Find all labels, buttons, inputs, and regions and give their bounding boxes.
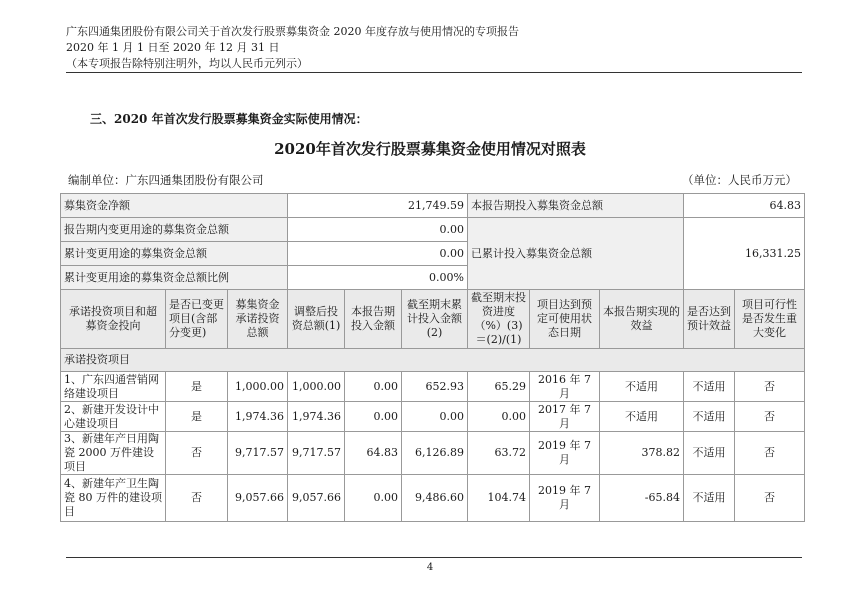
col-header-feasibility: 项目可行性是否发生重大变化 [735, 290, 805, 349]
ready-date: 2017 年 7 月 [530, 402, 600, 432]
progress-percent: 0.00 [468, 402, 530, 432]
progress-percent: 104.74 [468, 475, 530, 522]
cumulative-amount: 9,486.60 [402, 475, 468, 522]
table-row [61, 402, 805, 432]
col-header-date: 项目达到预定可使用状态日期 [530, 290, 600, 349]
header-divider [66, 72, 802, 73]
group-label-row [61, 349, 805, 372]
cum-changed-value: 0.00 [288, 242, 468, 266]
col-header-committed: 募集资金承诺投资总额 [228, 290, 288, 349]
benefit-met: 不适用 [684, 475, 735, 522]
col-header-period: 本报告期投入金额 [345, 290, 402, 349]
period-input-value: 64.83 [684, 194, 805, 218]
adjusted-amount: 1,000.00 [288, 372, 345, 402]
table-row [61, 475, 805, 522]
benefit-met: 不适用 [684, 402, 735, 432]
ready-date: 2019 年 7 月 [530, 432, 600, 475]
committed-amount: 1,974.36 [228, 402, 288, 432]
cum-changed-label: 累计变更用途的募集资金总额 [61, 242, 288, 266]
col-header-changed: 是否已变更项目(含部分变更) [166, 290, 228, 349]
footer-divider [66, 557, 802, 558]
ready-date: 2016 年 7 月 [530, 372, 600, 402]
changed-in-period-value: 0.00 [288, 218, 468, 242]
progress-percent: 65.29 [468, 372, 530, 402]
changed-flag: 是 [166, 372, 228, 402]
feasibility-change: 否 [735, 402, 805, 432]
benefit-met: 不适用 [684, 372, 735, 402]
fund-usage-table [60, 193, 805, 522]
period-input-label: 本报告期投入募集资金总额 [468, 194, 684, 218]
period-benefit: -65.84 [600, 475, 684, 522]
committed-amount: 1,000.00 [228, 372, 288, 402]
net-amount-label: 募集资金净额 [61, 194, 288, 218]
changed-flag: 否 [166, 432, 228, 475]
ready-date: 2019 年 7 月 [530, 475, 600, 522]
report-header-title: 广东四通集团股份有限公司关于首次发行股票募集资金 2020 年度存放与使用情况的专项报告 [66, 25, 519, 38]
cum-changed-ratio-label: 累计变更用途的募集资金总额比例 [61, 266, 288, 290]
project-name: 2、新建开发设计中心建设项目 [61, 402, 166, 432]
col-header-progress: 截至期末投资进度（%）(3)＝(2)/(1) [468, 290, 530, 349]
adjusted-amount: 9,717.57 [288, 432, 345, 475]
report-period: 2020 年 1 月 1 日至 2020 年 12 月 31 日 [66, 41, 280, 54]
compiler-label: 编制单位：广东四通集团股份有限公司 [68, 173, 264, 187]
changed-in-period-label: 报告期内变更用途的募集资金总额 [61, 218, 288, 242]
group-label: 承诺投资项目 [61, 349, 805, 372]
table-row [61, 432, 805, 475]
changed-flag: 否 [166, 475, 228, 522]
feasibility-change: 否 [735, 372, 805, 402]
table-title: 2020年首次发行股票募集资金使用情况对照表 [274, 140, 586, 158]
section-heading: 三、2020 年首次发行股票募集资金实际使用情况： [90, 112, 368, 126]
feasibility-change: 否 [735, 475, 805, 522]
adjusted-amount: 1,974.36 [288, 402, 345, 432]
unit-label: （单位：人民币万元） [682, 173, 797, 187]
period-amount: 0.00 [345, 402, 402, 432]
cum-changed-ratio-value: 0.00% [288, 266, 468, 290]
col-header-adjusted: 调整后投资总额(1) [288, 290, 345, 349]
column-header-row [61, 290, 805, 349]
table-row [61, 372, 805, 402]
cum-input-label: 已累计投入募集资金总额 [468, 218, 684, 290]
project-name: 3、新建年产日用陶瓷 2000 万件建设项目 [61, 432, 166, 475]
cum-input-value: 16,331.25 [684, 218, 805, 290]
changed-flag: 是 [166, 402, 228, 432]
committed-amount: 9,057.66 [228, 475, 288, 522]
summary-row-changed-period [61, 218, 805, 242]
col-header-met: 是否达到预计效益 [684, 290, 735, 349]
progress-percent: 63.72 [468, 432, 530, 475]
project-name: 4、新建年产卫生陶瓷 80 万件的建设项目 [61, 475, 166, 522]
period-benefit: 不适用 [600, 372, 684, 402]
project-name: 1、广东四通营销网络建设项目 [61, 372, 166, 402]
page-number: 4 [426, 562, 434, 573]
cumulative-amount: 0.00 [402, 402, 468, 432]
period-amount: 0.00 [345, 475, 402, 522]
cumulative-amount: 652.93 [402, 372, 468, 402]
committed-amount: 9,717.57 [228, 432, 288, 475]
net-amount-value: 21,749.59 [288, 194, 468, 218]
col-header-project: 承诺投资项目和超募资金投向 [61, 290, 166, 349]
adjusted-amount: 9,057.66 [288, 475, 345, 522]
period-amount: 0.00 [345, 372, 402, 402]
col-header-cumulative: 截至期末累计投入金额(2) [402, 290, 468, 349]
period-benefit: 不适用 [600, 402, 684, 432]
currency-note: （本专项报告除特别注明外，均以人民币元列示） [66, 57, 308, 70]
period-amount: 64.83 [345, 432, 402, 475]
benefit-met: 不适用 [684, 432, 735, 475]
col-header-benefit: 本报告期实现的效益 [600, 290, 684, 349]
cumulative-amount: 6,126.89 [402, 432, 468, 475]
period-benefit: 378.82 [600, 432, 684, 475]
feasibility-change: 否 [735, 432, 805, 475]
summary-row-net [61, 194, 805, 218]
